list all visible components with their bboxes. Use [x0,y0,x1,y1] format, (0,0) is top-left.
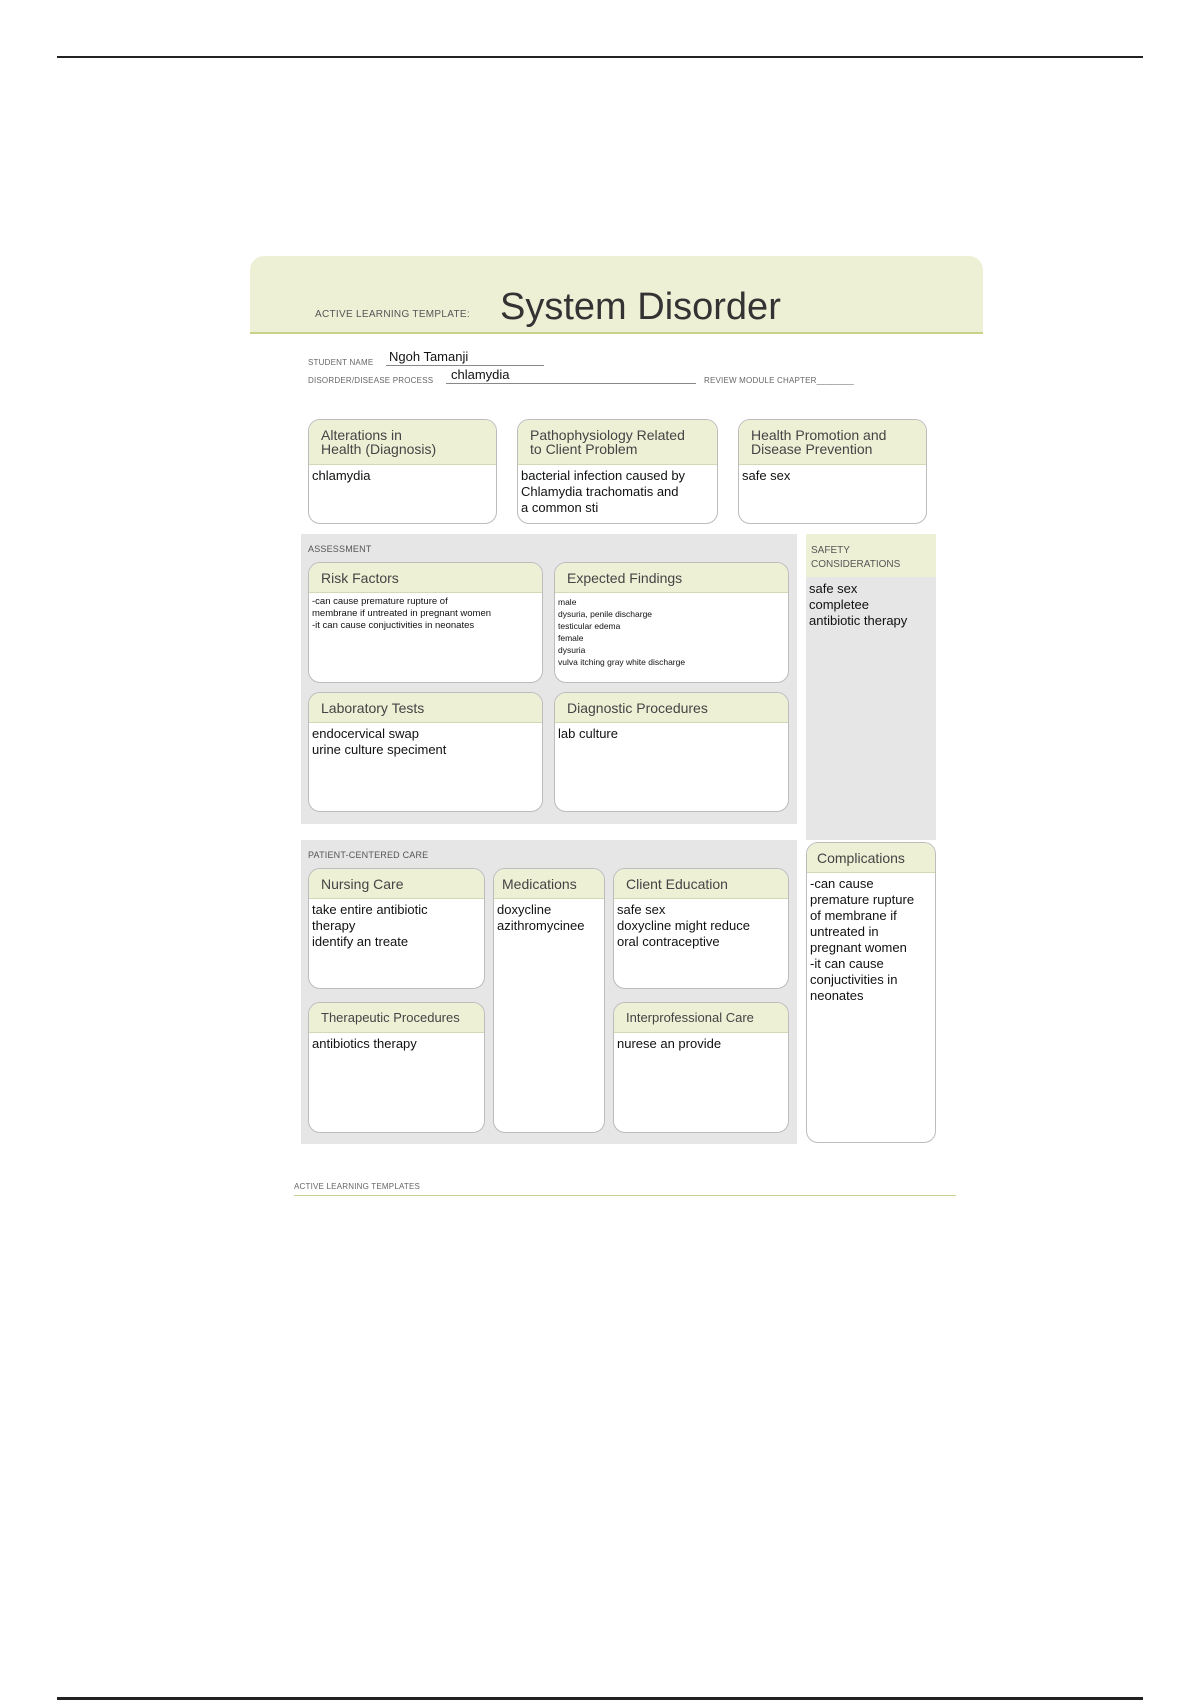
safety-considerations-body[interactable]: safe sex completee antibiotic therapy [809,581,908,628]
footer-line [294,1195,956,1196]
alterations-box [308,419,497,524]
safety-considerations-label: SAFETY CONSIDERATIONS [806,534,936,577]
expected-findings-box [554,562,789,683]
medications-box [493,868,605,1133]
template-label: ACTIVE LEARNING TEMPLATE: [315,309,470,320]
assessment-label: ASSESSMENT [308,544,372,554]
medications-body[interactable]: doxycline azithromycinee [497,902,585,933]
disorder-field[interactable]: chlamydia [451,367,510,382]
top-rule [57,56,1143,58]
diagnostic-procedures-body[interactable]: lab culture [558,726,618,741]
pathophysiology-box [517,419,718,524]
client-education-title: Client Education [614,869,788,899]
laboratory-tests-box [308,692,543,812]
complications-box [806,842,936,1143]
nursing-care-box [308,868,485,989]
complications-title: Complications [807,843,935,873]
therapeutic-procedures-box [308,1002,485,1133]
patient-centered-care-label: PATIENT-CENTERED CARE [308,850,429,860]
risk-factors-body[interactable]: -can cause premature rupture of membrane if untreated in pregnant women -it can cause conjuctivities in neonates [312,596,492,631]
review-module-label: REVIEW MODULE CHAPTER________ [704,376,854,385]
disorder-label: DISORDER/DISEASE PROCESS [308,376,434,385]
header-band [250,256,983,334]
therapeutic-procedures-title: Therapeutic Procedures [309,1003,484,1033]
diagnostic-procedures-title: Diagnostic Procedures [555,693,788,723]
page-title: System Disorder [500,286,781,328]
interprofessional-care-title: Interprofessional Care [614,1003,788,1033]
pathophysiology-title: Pathophysiology Related to Client Problem [518,420,717,465]
assessment-panel [301,534,797,824]
interprofessional-care-box [613,1002,789,1133]
health-promotion-body[interactable]: safe sex [742,468,791,483]
footer-label: ACTIVE LEARNING TEMPLATES [294,1182,421,1191]
safety-considerations-column [806,534,936,840]
student-name-field[interactable]: Ngoh Tamanji [389,349,469,364]
complications-body[interactable]: -can cause premature rupture of membrane if untreated in pregnant women -it can cause conjuctivities in neonates [810,876,915,1003]
alterations-title: Alterations in Health (Diagnosis) [309,420,496,465]
expected-findings-body[interactable]: male dysuria, penile discharge testicular edema female dysuria vulva itching gray white discharge [558,597,686,667]
student-name-label: STUDENT NAME [308,358,374,367]
medications-title: Medications [494,869,604,899]
pathophysiology-body[interactable]: bacterial infection caused by Chlamydia trachomatis and a common sti [521,468,686,515]
nursing-care-body[interactable]: take entire antibiotic therapy identify an treate [312,902,428,949]
risk-factors-title: Risk Factors [309,563,542,593]
interprofessional-care-body[interactable]: nurese an provide [617,1036,722,1051]
expected-findings-title: Expected Findings [555,563,788,593]
template-sheet [250,256,983,1196]
nursing-care-title: Nursing Care [309,869,484,899]
client-education-body[interactable]: safe sex doxycline might reduce oral contraceptive [617,902,750,949]
laboratory-tests-body[interactable]: endocervical swap urine culture speciment [312,726,447,757]
health-promotion-title: Health Promotion and Disease Prevention [739,420,926,465]
health-promotion-box [738,419,927,524]
therapeutic-procedures-body[interactable]: antibiotics therapy [312,1036,417,1051]
alterations-body[interactable]: chlamydia [312,468,371,483]
student-name-underline [386,365,544,366]
diagnostic-procedures-box [554,692,789,812]
disorder-underline [446,383,696,384]
client-education-box [613,868,789,989]
risk-factors-box [308,562,543,683]
laboratory-tests-title: Laboratory Tests [309,693,542,723]
patient-centered-care-panel [301,840,797,1144]
